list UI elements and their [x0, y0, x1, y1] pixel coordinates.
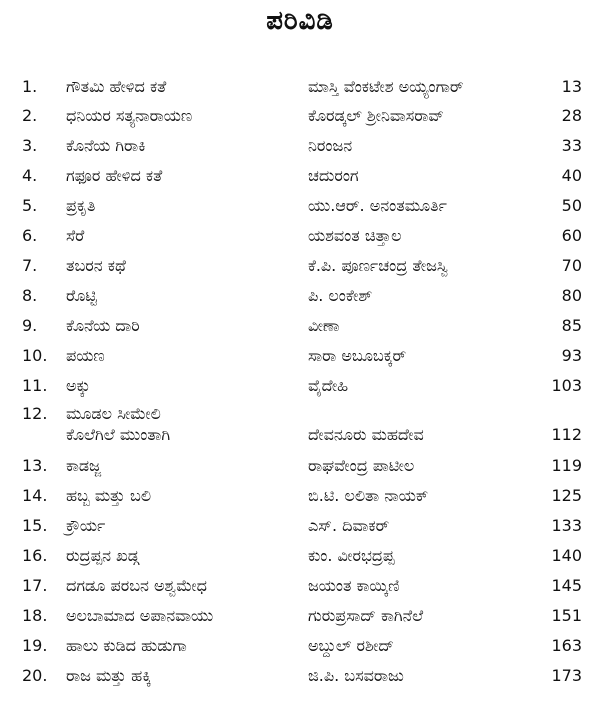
entry-title: ಹಬ್ಬ ಮತ್ತು ಬಲಿ — [66, 486, 152, 505]
entry-page: 173 — [551, 666, 582, 685]
entry-number: 6. — [22, 226, 38, 245]
entry-title: ಪ್ರಕೃತಿ — [66, 196, 96, 215]
entry-author: ಕೆ.ಪಿ. ಪೂರ್ಣಚಂದ್ರ ತೇಜಸ್ವಿ — [308, 256, 449, 275]
entry-page: 140 — [551, 546, 582, 565]
entry-title: ಕೊನೆಯ ದಾರಿ — [66, 316, 140, 335]
entry-number: 4. — [22, 166, 38, 185]
entry-number: 14. — [22, 486, 48, 505]
entry-title: ಪಯಣ — [66, 346, 105, 365]
entry-page: 13 — [561, 77, 582, 96]
entry-author: ಚದುರಂಗ — [308, 166, 359, 185]
entry-page: 151 — [551, 606, 582, 625]
entry-page: 80 — [561, 286, 582, 305]
entry-page: 50 — [561, 196, 582, 215]
entry-number: 7. — [22, 256, 38, 275]
entry-title: ಅಲಬಾಮಾದ ಅಪಾನವಾಯು — [66, 606, 214, 625]
entry-number: 18. — [22, 606, 48, 625]
entry-page: 103 — [551, 376, 582, 395]
entry-author: ಯಶವಂತ ಚಿತ್ತಾಲ — [308, 226, 402, 245]
entry-number: 3. — [22, 136, 38, 155]
entry-title: ಗೌತಮಿ ಹೇಳಿದ ಕತೆ — [66, 77, 167, 96]
entry-title: ರೊಟ್ಟಿ — [66, 286, 97, 305]
entry-number: 5. — [22, 196, 38, 215]
entry-page: 119 — [551, 456, 582, 475]
entry-number: 2. — [22, 106, 38, 125]
entry-author: ಯು.ಆರ್. ಅನಂತಮೂರ್ತಿ — [308, 196, 447, 215]
entry-page: 145 — [551, 576, 582, 595]
entry-title: ಹಾಲು ಕುಡಿದ ಹುಡುಗಾ — [66, 636, 187, 655]
page-title: ಪರಿವಿಡಿ — [266, 6, 334, 36]
entry-number: 15. — [22, 516, 48, 535]
entry-author: ಕುಂ. ವೀರಭದ್ರಪ್ಪ — [308, 546, 395, 565]
entry-author: ಸಾರಾ ಅಬೂಬಕ್ಕರ್ — [308, 346, 407, 365]
entry-title: ಗಫೂರ ಹೇಳಿದ ಕತೆ — [66, 166, 163, 185]
entry-title: ರುದ್ರಪ್ಪನ ಖಡ್ಗ — [66, 546, 139, 565]
entry-author: ಜಯಂತ ಕಾಯ್ಕಿಣಿ — [308, 576, 400, 595]
entry-page: 93 — [561, 346, 582, 365]
entry-title: ತಬರನ ಕಥೆ — [66, 256, 126, 275]
entry-author: ವೈದೇಹಿ — [308, 376, 349, 395]
entry-number: 1. — [22, 77, 38, 96]
entry-page: 40 — [561, 166, 582, 185]
entry-number: 10. — [22, 346, 48, 365]
entry-number: 8. — [22, 286, 38, 305]
entry-author: ಜಿ.ಪಿ. ಬಸವರಾಜು — [308, 666, 404, 685]
entry-author: ಕೊರಡ್ಕಲ್ ಶ್ರೀನಿವಾಸರಾವ್ — [308, 106, 444, 125]
entry-title: ರಾಜ ಮತ್ತು ಹಕ್ಕಿ — [66, 666, 152, 685]
entry-page: 28 — [561, 106, 582, 125]
entry-number: 11. — [22, 376, 48, 395]
entry-page: 85 — [561, 316, 582, 335]
entry-author: ವೀಣಾ — [308, 316, 340, 335]
entry-author: ಮಾಸ್ತಿ ವೆಂಕಟೇಶ ಅಯ್ಯಂಗಾರ್ — [308, 77, 464, 96]
entry-page: 125 — [551, 486, 582, 505]
entry-page: 112 — [551, 425, 582, 444]
entry-title: ಸೆರೆ — [66, 226, 85, 245]
entry-page: 60 — [561, 226, 582, 245]
entry-page: 33 — [561, 136, 582, 155]
entry-number: 17. — [22, 576, 48, 595]
entry-title: ಕ್ರೌರ್ಯ — [66, 516, 106, 535]
entry-number: 16. — [22, 546, 48, 565]
entry-title: ಮೂಡಲ ಸೀಮೇಲಿ — [66, 404, 161, 423]
entry-number: 12. — [22, 404, 48, 423]
entry-title: ಧನಿಯರ ಸತ್ಯನಾರಾಯಣ — [66, 106, 193, 125]
entry-page: 70 — [561, 256, 582, 275]
entry-page: 163 — [551, 636, 582, 655]
entry-number: 9. — [22, 316, 38, 335]
entry-page: 133 — [551, 516, 582, 535]
entry-title: ಕಾಡಜ್ಜ — [66, 456, 101, 475]
entry-author: ಎಸ್. ದಿವಾಕರ್ — [308, 516, 390, 535]
entry-author: ಅಬ್ದುಲ್ ರಶೀದ್ — [308, 636, 394, 655]
entry-number: 20. — [22, 666, 48, 685]
entry-title: ಅಕ್ಕು — [66, 376, 91, 395]
entry-title: ಕೊನೆಯ ಗಿರಾಕಿ — [66, 136, 146, 155]
entry-number: 19. — [22, 636, 48, 655]
entry-author: ಗುರುಪ್ರಸಾದ್ ಕಾಗಿನೆಲೆ — [308, 606, 424, 625]
entry-title-continued: ಕೊಲೆಗಿಲೆ ಮುಂತಾಗಿ — [66, 425, 171, 444]
entry-author: ಪಿ. ಲಂಕೇಶ್ — [308, 286, 373, 305]
entry-author: ದೇವನೂರು ಮಹದೇವ — [308, 425, 424, 444]
entry-author: ನಿರಂಜನ — [308, 136, 353, 155]
entry-number: 13. — [22, 456, 48, 475]
entry-author: ಬಿ.ಟಿ. ಲಲಿತಾ ನಾಯಕ್ — [308, 486, 429, 505]
entry-title: ದಗಡೂ ಪರಬನ ಅಶ್ವಮೇಧ — [66, 576, 207, 595]
entry-author: ರಾಘವೇಂದ್ರ ಪಾಟೀಲ — [308, 456, 415, 475]
